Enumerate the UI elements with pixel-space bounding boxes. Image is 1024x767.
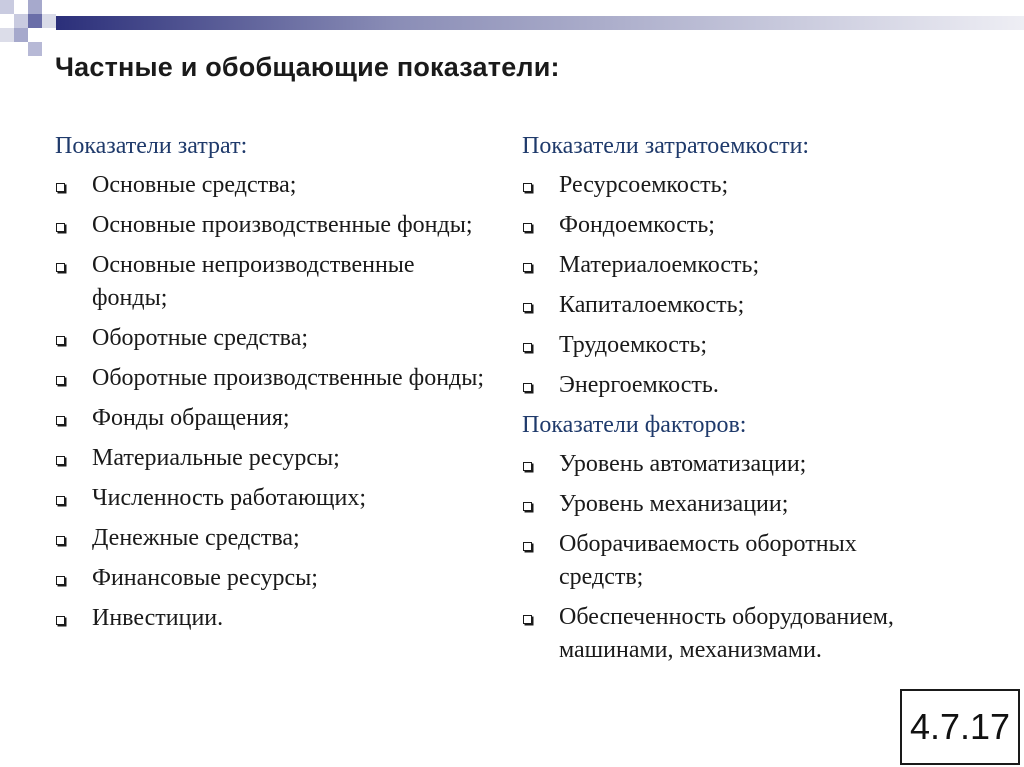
list-item: Численность работающих; <box>55 482 495 515</box>
checkbox-bullet-icon <box>523 263 532 272</box>
checkbox-bullet-icon <box>523 383 532 392</box>
cost-indicators-list <box>55 169 495 635</box>
header-decoration <box>0 0 1024 60</box>
list-item: Оборотные средства; <box>55 322 495 355</box>
checkbox-bullet-icon <box>56 416 65 425</box>
checkbox-bullet-icon <box>523 223 532 232</box>
list-item: Ресурсоемкость; <box>522 169 942 202</box>
list-item: Оборачиваемость оборотных средств; <box>522 528 942 594</box>
list-item: Уровень механизации; <box>522 488 942 521</box>
checkbox-bullet-icon <box>56 183 65 192</box>
checkbox-bullet-icon <box>56 263 65 272</box>
list-item: Фонды обращения; <box>55 402 495 435</box>
factor-indicators-heading: Показатели факторов: <box>522 412 747 438</box>
checkbox-bullet-icon <box>56 576 65 585</box>
list-item: Фондоемкость; <box>522 209 942 242</box>
list-item: Уровень автоматизации; <box>522 448 942 481</box>
list-item: Оборотные производственные фонды; <box>55 362 495 395</box>
list-item: Финансовые ресурсы; <box>55 562 495 595</box>
checkbox-bullet-icon <box>56 496 65 505</box>
checkbox-bullet-icon <box>523 183 532 192</box>
checkbox-bullet-icon <box>56 376 65 385</box>
checkbox-bullet-icon <box>523 303 532 312</box>
checkbox-bullet-icon <box>523 542 532 551</box>
slide-number: 4.7.17 <box>909 706 1011 747</box>
list-item: Обеспеченность оборудованием, машинами, механизмами. <box>522 601 942 667</box>
list-item: Основные средства; <box>55 169 495 202</box>
intensity-indicators-list <box>522 169 942 402</box>
list-item: Материальные ресурсы; <box>55 442 495 475</box>
cost-indicators-heading: Показатели затрат: <box>55 133 248 159</box>
list-item: Трудоемкость; <box>522 329 942 362</box>
slide-number-box <box>900 689 1020 765</box>
factor-indicators-list <box>522 448 942 667</box>
checkbox-bullet-icon <box>523 343 532 352</box>
intensity-indicators-column <box>522 130 942 674</box>
list-item: Энергоемкость. <box>522 369 942 402</box>
list-item: Основные непроизводственные фонды; <box>55 249 495 315</box>
list-item: Капиталоемкость; <box>522 289 942 322</box>
checkbox-bullet-icon <box>56 456 65 465</box>
list-item: Основные производственные фонды; <box>55 209 495 242</box>
checkbox-bullet-icon <box>56 536 65 545</box>
cost-indicators-column <box>55 130 495 642</box>
list-item: Инвестиции. <box>55 602 495 635</box>
checkbox-bullet-icon <box>56 223 65 232</box>
slide-title: Частные и обобщающие показатели: <box>55 52 560 82</box>
intensity-indicators-heading: Показатели затратоемкости: <box>522 133 810 159</box>
list-item: Материалоемкость; <box>522 249 942 282</box>
checkbox-bullet-icon <box>56 616 65 625</box>
checkbox-bullet-icon <box>56 336 65 345</box>
checkbox-bullet-icon <box>523 502 532 511</box>
checkbox-bullet-icon <box>523 615 532 624</box>
list-item: Денежные средства; <box>55 522 495 555</box>
checkbox-bullet-icon <box>523 462 532 471</box>
